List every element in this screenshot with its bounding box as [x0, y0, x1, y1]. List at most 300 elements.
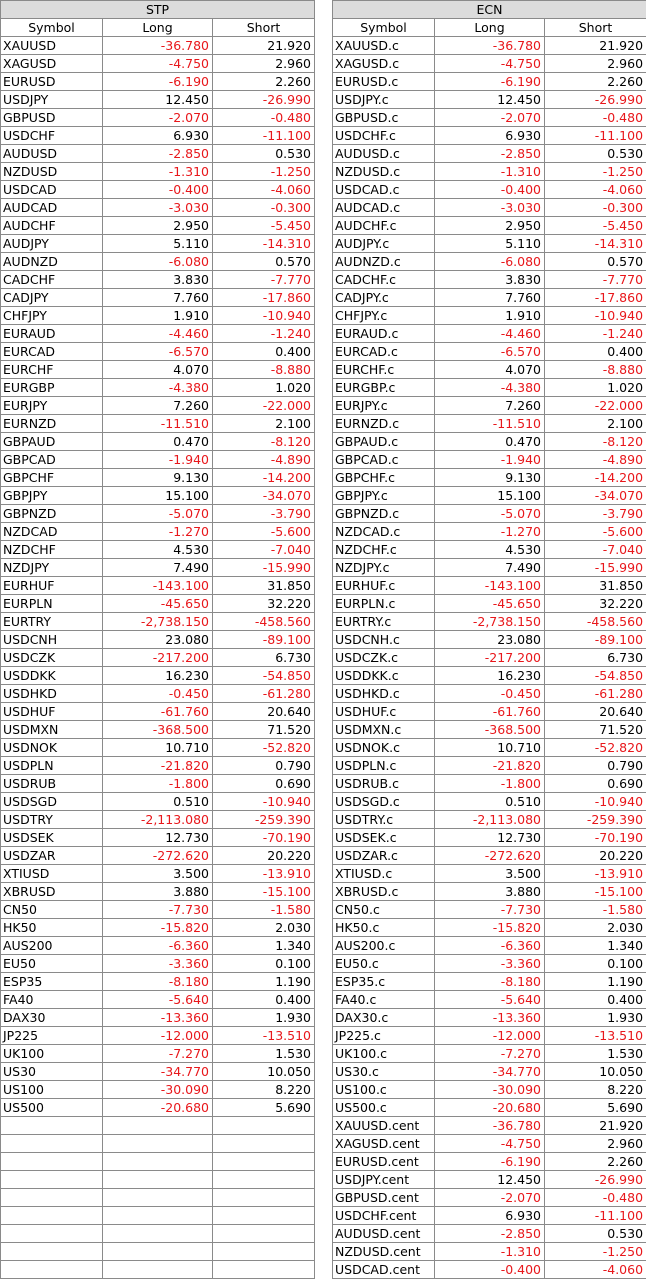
long-cell: -34.770 [435, 1063, 545, 1081]
long-cell: -368.500 [103, 721, 213, 739]
short-cell: -89.100 [545, 631, 646, 649]
table-row [333, 1171, 646, 1189]
symbol-cell: CADJPY.c [333, 289, 435, 307]
symbol-cell: XAUUSD.cent [333, 1117, 435, 1135]
symbol-cell: EURPLN [1, 595, 103, 613]
short-cell: 1.930 [545, 1009, 646, 1027]
symbol-cell: USDJPY.c [333, 91, 435, 109]
short-cell: -0.300 [213, 199, 315, 217]
short-cell: 1.190 [545, 973, 646, 991]
long-cell: -6.080 [103, 253, 213, 271]
symbol-cell: USDTRY [1, 811, 103, 829]
long-cell [103, 1207, 213, 1225]
table-row [1, 919, 315, 937]
short-cell: 0.570 [545, 253, 646, 271]
symbol-cell: XTIUSD [1, 865, 103, 883]
symbol-cell: GBPNZD.c [333, 505, 435, 523]
table-row [1, 721, 315, 739]
ecn-header-short: Short [545, 19, 646, 37]
short-cell: 32.220 [213, 595, 315, 613]
symbol-cell: EURAUD.c [333, 325, 435, 343]
symbol-cell: AUDJPY [1, 235, 103, 253]
table-row [333, 613, 646, 631]
symbol-cell: HK50.c [333, 919, 435, 937]
symbol-cell: CHFJPY.c [333, 307, 435, 325]
short-cell [213, 1153, 315, 1171]
symbol-cell: USDCAD.cent [333, 1261, 435, 1279]
symbol-cell: EURUSD [1, 73, 103, 91]
table-row [333, 217, 646, 235]
short-cell: -7.770 [213, 271, 315, 289]
short-cell: -8.120 [213, 433, 315, 451]
symbol-cell: NZDJPY [1, 559, 103, 577]
stp-header-short: Short [213, 19, 315, 37]
table-row [1, 667, 315, 685]
table-row [333, 865, 646, 883]
table-row [333, 577, 646, 595]
long-cell: -34.770 [103, 1063, 213, 1081]
table-row [1, 145, 315, 163]
stp-header-long: Long [103, 19, 213, 37]
short-cell: -26.990 [213, 91, 315, 109]
table-row [1, 487, 315, 505]
short-cell: -259.390 [545, 811, 646, 829]
long-cell [103, 1225, 213, 1243]
long-cell: 0.470 [103, 433, 213, 451]
long-cell: -3.030 [435, 199, 545, 217]
long-cell: -7.730 [435, 901, 545, 919]
table-row [333, 919, 646, 937]
table-row [1, 991, 315, 1009]
table-row [333, 289, 646, 307]
table-row [1, 883, 315, 901]
symbol-cell [1, 1135, 103, 1153]
short-cell: 21.920 [213, 37, 315, 55]
symbol-cell [1, 1207, 103, 1225]
table-row [333, 991, 646, 1009]
long-cell: -1.800 [103, 775, 213, 793]
symbol-cell: USDPLN [1, 757, 103, 775]
long-cell: 4.070 [435, 361, 545, 379]
short-cell: -0.480 [545, 109, 646, 127]
ecn-header-symbol: Symbol [333, 19, 435, 37]
long-cell: -2,738.150 [103, 613, 213, 631]
table-row [333, 181, 646, 199]
symbol-cell: GBPNZD [1, 505, 103, 523]
short-cell: 2.960 [213, 55, 315, 73]
table-row [333, 901, 646, 919]
symbol-cell: XAGUSD [1, 55, 103, 73]
short-cell: -61.280 [213, 685, 315, 703]
symbol-cell: US100 [1, 1081, 103, 1099]
short-cell: 1.020 [213, 379, 315, 397]
long-cell: 3.880 [103, 883, 213, 901]
symbol-cell: USDZAR [1, 847, 103, 865]
table-row [333, 451, 646, 469]
table-row [333, 1153, 646, 1171]
long-cell: 1.910 [103, 307, 213, 325]
long-cell: -2,738.150 [435, 613, 545, 631]
table-row [333, 649, 646, 667]
table-row [333, 1207, 646, 1225]
long-cell: -217.200 [435, 649, 545, 667]
symbol-cell: GBPJPY [1, 487, 103, 505]
table-row [1, 613, 315, 631]
table-row [333, 811, 646, 829]
table-row [1, 865, 315, 883]
long-cell: -5.070 [435, 505, 545, 523]
long-cell: -7.270 [435, 1045, 545, 1063]
short-cell: 32.220 [545, 595, 646, 613]
long-cell: -272.620 [103, 847, 213, 865]
short-cell: -10.940 [213, 793, 315, 811]
symbol-cell: HK50 [1, 919, 103, 937]
symbol-cell: AUDNZD [1, 253, 103, 271]
long-cell: -1.800 [435, 775, 545, 793]
symbol-cell: AUS200.c [333, 937, 435, 955]
short-cell [213, 1225, 315, 1243]
table-row [1, 199, 315, 217]
short-cell: 20.640 [213, 703, 315, 721]
table-row [333, 1063, 646, 1081]
symbol-cell: XTIUSD.c [333, 865, 435, 883]
table-row [333, 307, 646, 325]
long-cell: 9.130 [435, 469, 545, 487]
short-cell: 5.690 [213, 1099, 315, 1117]
symbol-cell: EURUSD.c [333, 73, 435, 91]
table-row [333, 1081, 646, 1099]
table-row [1, 829, 315, 847]
long-cell: 12.730 [435, 829, 545, 847]
table-row [333, 973, 646, 991]
long-cell: 5.110 [435, 235, 545, 253]
symbol-cell: USDCAD [1, 181, 103, 199]
symbol-cell: ESP35 [1, 973, 103, 991]
symbol-cell: EURGBP.c [333, 379, 435, 397]
long-cell: -36.780 [435, 37, 545, 55]
table-row [333, 847, 646, 865]
table-row [333, 109, 646, 127]
table-row [333, 937, 646, 955]
table-row [1, 181, 315, 199]
long-cell: -272.620 [435, 847, 545, 865]
table-row [333, 1117, 646, 1135]
long-cell: 12.450 [103, 91, 213, 109]
table-row [333, 1027, 646, 1045]
table-row [1, 739, 315, 757]
symbol-cell: AUDUSD.c [333, 145, 435, 163]
long-cell: 6.930 [103, 127, 213, 145]
long-cell: 10.710 [435, 739, 545, 757]
short-cell [213, 1243, 315, 1261]
table-row [1, 91, 315, 109]
symbol-cell: USDCHF [1, 127, 103, 145]
symbol-cell: EURHUF [1, 577, 103, 595]
long-cell: -21.820 [103, 757, 213, 775]
long-cell: -36.780 [435, 1117, 545, 1135]
symbol-cell: NZDJPY.c [333, 559, 435, 577]
table-row [1, 1009, 315, 1027]
short-cell: -8.120 [545, 433, 646, 451]
short-cell: 10.050 [545, 1063, 646, 1081]
table-row [1, 271, 315, 289]
symbol-cell: US30 [1, 1063, 103, 1081]
long-cell: -6.190 [435, 1153, 545, 1171]
long-cell: 7.760 [435, 289, 545, 307]
long-cell: -20.680 [435, 1099, 545, 1117]
symbol-cell: NZDCAD.c [333, 523, 435, 541]
short-cell: -11.100 [213, 127, 315, 145]
long-cell: -8.180 [435, 973, 545, 991]
short-cell: -14.200 [545, 469, 646, 487]
table-row [1, 1189, 315, 1207]
short-cell: 31.850 [545, 577, 646, 595]
table-row [1, 289, 315, 307]
long-cell: -368.500 [435, 721, 545, 739]
table-row [1, 415, 315, 433]
long-cell: -4.750 [103, 55, 213, 73]
symbol-cell: FA40 [1, 991, 103, 1009]
short-cell: -1.580 [545, 901, 646, 919]
short-cell: -4.060 [213, 181, 315, 199]
short-cell: 1.340 [213, 937, 315, 955]
long-cell: 7.490 [103, 559, 213, 577]
short-cell: 31.850 [213, 577, 315, 595]
short-cell: 2.260 [545, 1153, 646, 1171]
symbol-cell: US30.c [333, 1063, 435, 1081]
short-cell [213, 1261, 315, 1279]
long-cell: -5.640 [435, 991, 545, 1009]
table-row [1, 901, 315, 919]
short-cell: -8.880 [545, 361, 646, 379]
symbol-cell: USDMXN [1, 721, 103, 739]
short-cell: 0.530 [545, 1225, 646, 1243]
short-cell: 0.400 [545, 343, 646, 361]
symbol-cell: USDSGD [1, 793, 103, 811]
short-cell: 10.050 [213, 1063, 315, 1081]
symbol-cell: GBPAUD [1, 433, 103, 451]
symbol-cell: XAUUSD [1, 37, 103, 55]
table-row [1, 955, 315, 973]
symbol-cell: UK100.c [333, 1045, 435, 1063]
symbol-cell: USDPLN.c [333, 757, 435, 775]
long-cell: -7.730 [103, 901, 213, 919]
long-cell: 4.070 [103, 361, 213, 379]
table-row [333, 73, 646, 91]
table-row [333, 721, 646, 739]
short-cell: 1.530 [545, 1045, 646, 1063]
table-row [333, 325, 646, 343]
symbol-cell: GBPCAD [1, 451, 103, 469]
table-row [333, 523, 646, 541]
long-cell: -0.400 [435, 181, 545, 199]
symbol-cell: USDHKD [1, 685, 103, 703]
short-cell [213, 1171, 315, 1189]
symbol-cell: GBPUSD [1, 109, 103, 127]
short-cell: -458.560 [213, 613, 315, 631]
short-cell: -14.310 [213, 235, 315, 253]
long-cell: -2,113.080 [103, 811, 213, 829]
long-cell: 12.450 [435, 1171, 545, 1189]
symbol-cell: GBPUSD.c [333, 109, 435, 127]
short-cell: 8.220 [545, 1081, 646, 1099]
table-row [333, 595, 646, 613]
long-cell: -13.360 [435, 1009, 545, 1027]
long-cell: -2.070 [435, 1189, 545, 1207]
table-row [1, 1117, 315, 1135]
long-cell: 3.500 [435, 865, 545, 883]
symbol-cell: AUDCHF.c [333, 217, 435, 235]
short-cell: -0.480 [545, 1189, 646, 1207]
table-row [1, 109, 315, 127]
long-cell: 10.710 [103, 739, 213, 757]
short-cell: -22.000 [213, 397, 315, 415]
short-cell: 2.260 [545, 73, 646, 91]
short-cell: -11.100 [545, 1207, 646, 1225]
table-row [1, 1243, 315, 1261]
short-cell: -54.850 [545, 667, 646, 685]
short-cell [213, 1189, 315, 1207]
short-cell: 1.190 [213, 973, 315, 991]
short-cell: -7.040 [213, 541, 315, 559]
short-cell: -13.910 [545, 865, 646, 883]
symbol-cell [1, 1225, 103, 1243]
symbol-cell: NZDUSD.cent [333, 1243, 435, 1261]
long-cell [103, 1171, 213, 1189]
symbol-cell: USDZAR.c [333, 847, 435, 865]
short-cell: -4.890 [545, 451, 646, 469]
long-cell: 16.230 [103, 667, 213, 685]
symbol-cell: EURNZD.c [333, 415, 435, 433]
symbol-cell: EURHUF.c [333, 577, 435, 595]
symbol-cell [1, 1171, 103, 1189]
long-cell: -20.680 [103, 1099, 213, 1117]
table-row [333, 199, 646, 217]
symbol-cell: USDJPY.cent [333, 1171, 435, 1189]
stp-table-body [1, 37, 315, 1279]
long-cell: -4.460 [103, 325, 213, 343]
table-row [333, 1045, 646, 1063]
short-cell: 71.520 [213, 721, 315, 739]
long-cell: -2.850 [435, 1225, 545, 1243]
table-row [333, 397, 646, 415]
short-cell [213, 1207, 315, 1225]
short-cell: -14.310 [545, 235, 646, 253]
symbol-cell: USDCNH [1, 631, 103, 649]
long-cell: -4.460 [435, 325, 545, 343]
table-row [1, 253, 315, 271]
long-cell: -1.310 [103, 163, 213, 181]
long-cell: -6.570 [103, 343, 213, 361]
symbol-cell: USDHKD.c [333, 685, 435, 703]
short-cell: -8.880 [213, 361, 315, 379]
long-cell: -3.030 [103, 199, 213, 217]
symbol-cell: XBRUSD.c [333, 883, 435, 901]
short-cell: 21.920 [545, 37, 646, 55]
short-cell: 0.690 [545, 775, 646, 793]
table-row [333, 1261, 646, 1279]
long-cell: -5.640 [103, 991, 213, 1009]
long-cell: -7.270 [103, 1045, 213, 1063]
long-cell: 16.230 [435, 667, 545, 685]
long-cell: -6.080 [435, 253, 545, 271]
long-cell: 7.490 [435, 559, 545, 577]
long-cell: -12.000 [435, 1027, 545, 1045]
short-cell: 2.960 [545, 1135, 646, 1153]
symbol-cell: EURCHF [1, 361, 103, 379]
short-cell: -4.060 [545, 181, 646, 199]
table-row [333, 505, 646, 523]
long-cell: 4.530 [435, 541, 545, 559]
symbol-cell: EURJPY [1, 397, 103, 415]
long-cell: -1.270 [103, 523, 213, 541]
table-row [1, 523, 315, 541]
symbol-cell [1, 1189, 103, 1207]
symbol-cell: EURUSD.cent [333, 1153, 435, 1171]
table-row [333, 829, 646, 847]
short-cell: 0.790 [545, 757, 646, 775]
symbol-cell: USDNOK.c [333, 739, 435, 757]
table-row [333, 361, 646, 379]
table-row [1, 631, 315, 649]
symbol-cell: JP225.c [333, 1027, 435, 1045]
table-row [1, 757, 315, 775]
long-cell: -2.070 [103, 109, 213, 127]
table-row [1, 577, 315, 595]
short-cell: 8.220 [213, 1081, 315, 1099]
long-cell [103, 1261, 213, 1279]
symbol-cell: USDCZK [1, 649, 103, 667]
table-row [333, 631, 646, 649]
short-cell: 20.220 [213, 847, 315, 865]
long-cell: 6.930 [435, 127, 545, 145]
long-cell: -45.650 [103, 595, 213, 613]
short-cell: -1.240 [213, 325, 315, 343]
long-cell: 15.100 [103, 487, 213, 505]
symbol-cell: USDDKK [1, 667, 103, 685]
short-cell: -5.450 [545, 217, 646, 235]
symbol-cell: AUDCHF [1, 217, 103, 235]
symbol-cell: EURPLN.c [333, 595, 435, 613]
short-cell: 0.530 [213, 145, 315, 163]
short-cell: -15.990 [545, 559, 646, 577]
symbol-cell: USDCAD.c [333, 181, 435, 199]
stp-swap-panel [0, 0, 314, 1279]
symbol-cell: USDHUF [1, 703, 103, 721]
short-cell: -7.040 [545, 541, 646, 559]
table-row [1, 1045, 315, 1063]
table-row [1, 217, 315, 235]
short-cell [213, 1117, 315, 1135]
long-cell: -2,113.080 [435, 811, 545, 829]
table-row [333, 739, 646, 757]
short-cell: 2.260 [213, 73, 315, 91]
symbol-cell: NZDCHF [1, 541, 103, 559]
symbol-cell: USDSGD.c [333, 793, 435, 811]
long-cell: -0.400 [103, 181, 213, 199]
table-row [333, 667, 646, 685]
table-row [1, 343, 315, 361]
table-row [333, 271, 646, 289]
table-row [333, 1009, 646, 1027]
symbol-cell: ESP35.c [333, 973, 435, 991]
table-row [333, 685, 646, 703]
short-cell: -10.940 [545, 793, 646, 811]
table-row [1, 469, 315, 487]
table-row [1, 595, 315, 613]
table-row [1, 937, 315, 955]
long-cell: 3.830 [435, 271, 545, 289]
